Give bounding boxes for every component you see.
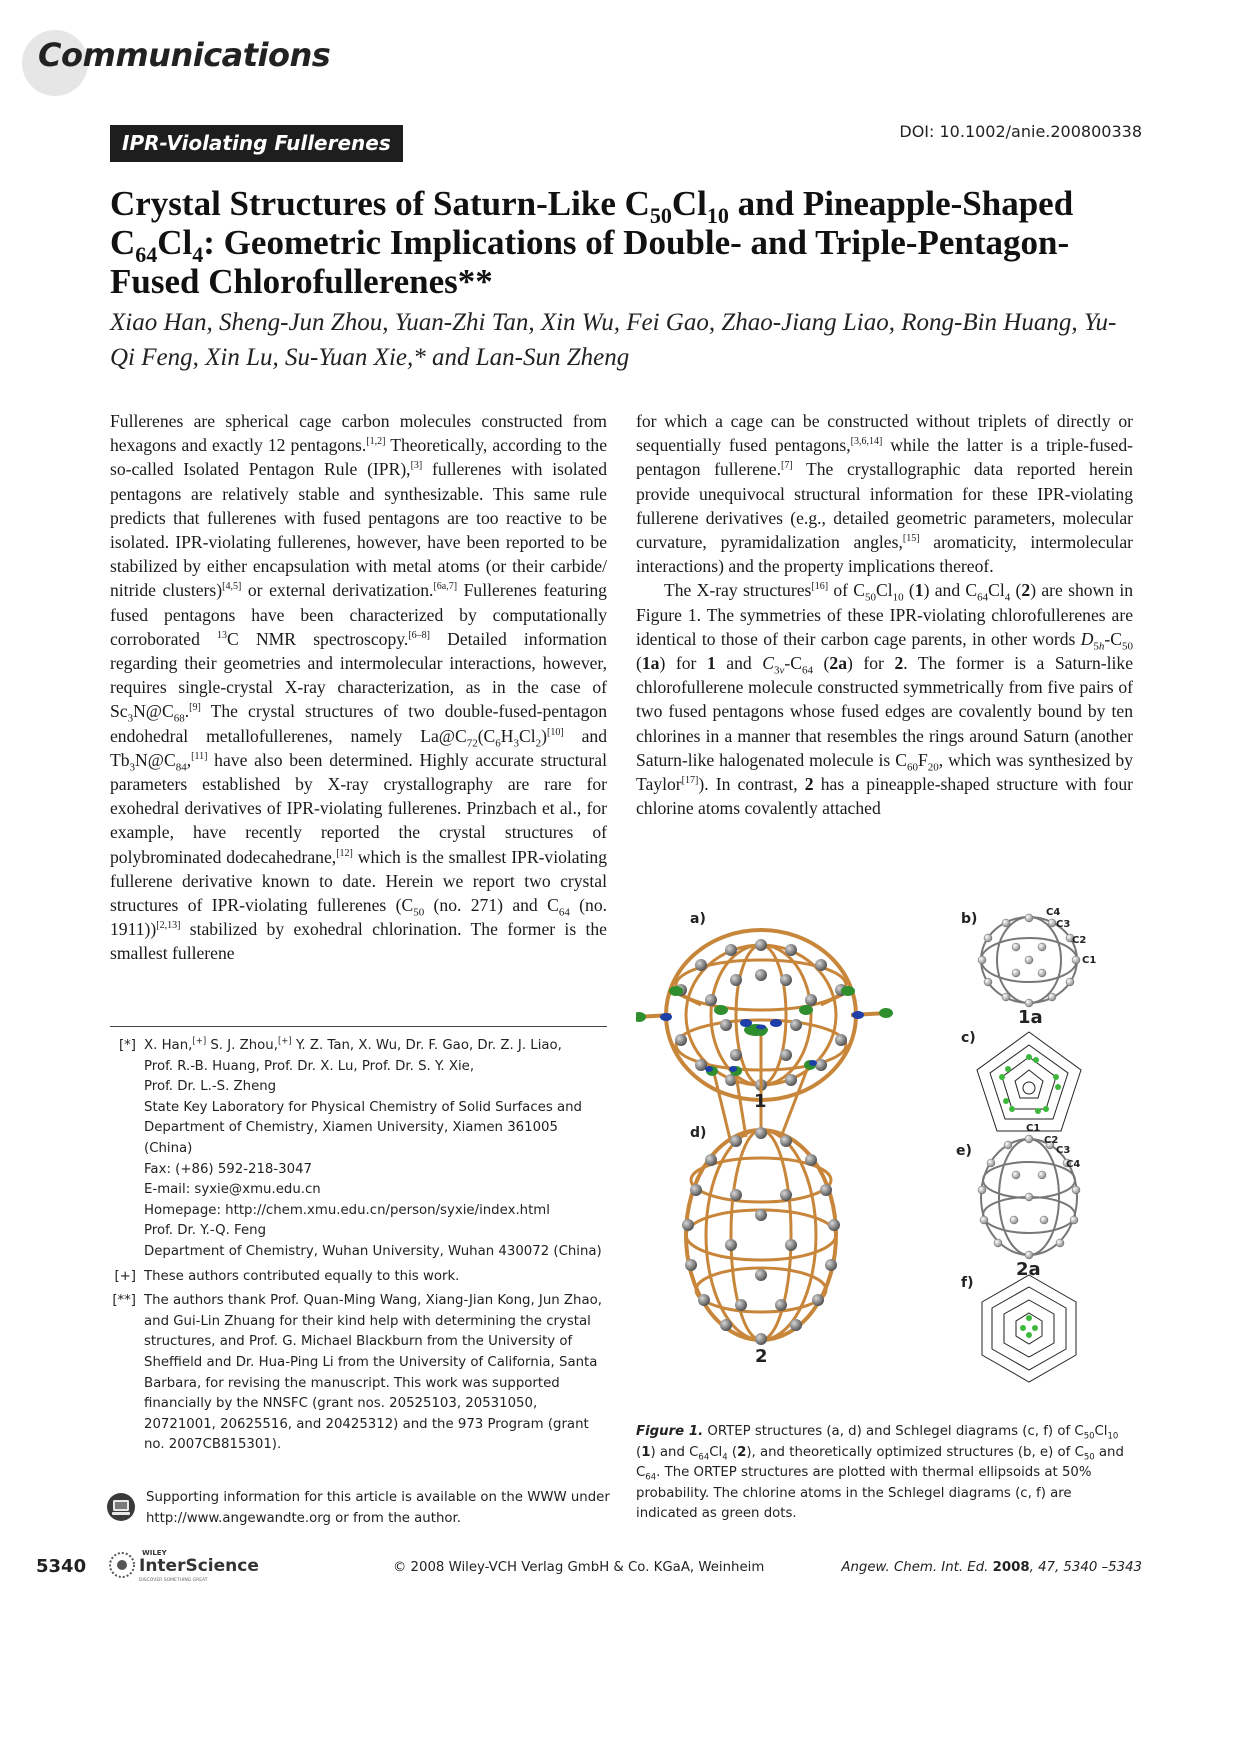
compound-label-1: 1	[754, 1091, 767, 1112]
figure-1	[636, 905, 1136, 1410]
svg-text:DISCOVER SOMETHING GREAT: DISCOVER SOMETHING GREAT	[139, 1578, 208, 1583]
journal-citation: Angew. Chem. Int. Ed. 2008, 47, 5340 –5343	[841, 1560, 1142, 1575]
panel-label-d: d)	[690, 1125, 707, 1141]
supporting-information-note	[110, 1488, 610, 1529]
atom-label-e-c2: C2	[1044, 1135, 1059, 1146]
atom-label-e-c1: C1	[1026, 1123, 1041, 1134]
body-column-left	[110, 409, 607, 966]
svg-text:InterScience: InterScience	[139, 1556, 259, 1576]
supporting-information-text: Supporting information for this article is available on the WWW under http://www.angewandte.org or from the author.	[146, 1490, 610, 1526]
figure-caption-text: ORTEP structures (a, d) and Schlegel diagrams (c, f) of $C_{50}Cl_{10}$ (1) and $C_{64}Cl_4$ (2), and theoretically optimized structures (b, e) of $C_{50}$ and $C_{64}$. The ORTEP structures are plotted with thermal ellipsoids at 50% probability. The chlorine atoms in the Schlegel diagrams (c, f) are indicated as green dots.	[636, 1424, 1124, 1522]
schlegel-diagram-2	[982, 1275, 1076, 1382]
panel-label-f: f)	[961, 1275, 974, 1291]
footnotes	[110, 1036, 610, 1460]
section-label: Communications	[38, 36, 331, 74]
compound-label-1a: 1a	[1018, 1007, 1043, 1028]
panel-label-a: a)	[690, 911, 706, 927]
footnote-mark: [+]	[114, 1268, 136, 1284]
article-title: Crystal Structures of Saturn-Like $C_{50}Cl_{10}$ and Pineapple-Shaped $C_{64}Cl_4$: Geometric Implications of Double- and Triple-Pentagon-Fused Chlorofullerenes**	[110, 184, 1074, 301]
atom-label-e-c3: C3	[1056, 1145, 1071, 1156]
footnote-item	[110, 1291, 610, 1456]
topic-label: IPR-Violating Fullerenes	[110, 125, 403, 162]
ortep-structure-2	[682, 1025, 840, 1346]
footnote-divider	[110, 1026, 607, 1027]
footnote-text: These authors contributed equally to this work.	[144, 1268, 460, 1284]
svg-text:WILEY: WILEY	[142, 1549, 167, 1557]
compound-label-2: 2	[755, 1346, 768, 1367]
panel-label-e: e)	[956, 1143, 972, 1159]
panel-label-b: b)	[961, 911, 978, 927]
footnote-mark: [**]	[112, 1293, 136, 1309]
doi: DOI: 10.1002/anie.200800338	[899, 122, 1142, 141]
figure-caption-label: Figure 1.	[636, 1424, 704, 1439]
wiley-interscience-logo	[108, 1545, 276, 1587]
copyright: © 2008 Wiley-VCH Verlag GmbH & Co. KGaA, Weinheim	[393, 1560, 765, 1575]
body-paragraph: The X-ray structures[16] of $C_{50}Cl_{10}$ (1) and $C_{64}Cl_4$ (2) are shown in Figure 1. The symmetries of these IPR-violating chlorofullerenes are identical to those of their carbon cage parents, in other words $D_{5h}-C_{50}$ (1a) for 1 and $C_{3v}-C_{64}$ (2a) for 2. The former is a Saturn-like chlorofullerene molecule constructed symmetrically from five pairs of two fused pentagons whose fused edges are covalently bound by ten chlorines in a manner that resembles the rings around Saturn (another Saturn-like halogenated molecule is $C_{60}F_{20}$, which was synthesized by Taylor[17]). In contrast, 2 has a pineapple-shaped structure with four chlorine atoms covalently attached	[636, 580, 1134, 819]
footnote-item	[110, 1036, 610, 1263]
atom-label-c1: C1	[1082, 955, 1097, 966]
page-number: 5340	[36, 1556, 87, 1577]
panel-label-c: c)	[961, 1030, 976, 1046]
atom-label-c2: C2	[1072, 935, 1087, 946]
footnote-text: X. Han,[+] S. J. Zhou,[+] Y. Z. Tan, X. Wu, Dr. F. Gao, Dr. Z. J. Liao, Prof. R.-B. Huang, Prof. Dr. X. Lu, Prof. Dr. S. Y. Xie, Prof. Dr. L.-S. Zheng State Key Laboratory for Physical Chemistry of Solid Surfaces and Department of Chemistry, Xiamen University, Xiamen 361005 (China) Fax: (+86) 592-218-3047 E-mail: syxie@xmu.edu.cn Homepage: http://chem.xmu.edu.cn/person/syxie/index.html Prof. Dr. Y.-Q. Feng Department of Chemistry, Wuhan University, Wuhan 430072 (China)	[144, 1036, 602, 1259]
compound-label-2a: 2a	[1016, 1259, 1041, 1280]
body-paragraph: for which a cage can be constructed without triplets of directly or sequentially fused pentagons,[3,6,14] while the latter is a triple-fused-pentagon fullerene.[7] The crystallographic data reported herein provide unequivocal structural information for these IPR-violating fullerene derivatives (e.g., detailed geometric parameters, molecular curvature, pyramidalization angles,[15] aromaticity, intermolecular interactions) and the property implications thereof.	[636, 411, 1133, 577]
footnote-text: The authors thank Prof. Quan-Ming Wang, Xiang-Jian Kong, Jun Zhao, and Gui-Lin Zhuang for their kind help with determining the crystal structures, and Prof. G. Michael Blackburn from the University of Sheffield and Dr. Hua-Ping Li from the University of California, Santa Barbara, for revising the manuscript. This work was supported financially by the NNSFC (grant nos. 20525103, 20531050, 20721001, 20625516, and 20425312) and the 973 Program (grant no. 2007CB815301).	[144, 1293, 602, 1453]
footnote-mark: [*]	[118, 1038, 136, 1053]
body-column-right	[636, 409, 1133, 820]
atom-label-c4: C4	[1046, 907, 1061, 918]
schlegel-diagram-1	[977, 1032, 1081, 1131]
body-paragraph: Fullerenes are spherical cage carbon molecules constructed from hexagons and exactly 12 pentagons.[1,2] Theoretically, according to the so-called Isolated Pentagon Rule (IPR),[3] fullerenes with isolated pentagons are relatively stable and synthesizable. This same rule predicts that fullerenes with fused pentagons are too reactive to be isolated. IPR-violating fullerenes, however, have been reported to be stabilized by either encapsulation with metal atoms (or their carbide/ nitride clusters)[4,5] or external derivatization.[6a,7] Fullerenes featuring fused pentagons have been characterized by computationally corroborated $^{13}$C NMR spectroscopy.[6–8] Detailed information regarding their geometries and intermolecular interactions, however, requires single-crystal X-ray characterization, as in the case of $Sc_3N@C_{68}.[9]$ The crystal structures of two double-fused-pentagon endohedral metallofullerenes, namely $La@C_{72}(C_6H_3Cl_2)[10]$ and $Tb_3N@C_{84},[11]$ have also been determined. Highly accurate structural parameters established by X-ray crystallography are rare for exohedral derivatives of IPR-violating fullerenes. Prinzbach et al., for example, have recently reported the crystal structures of polybrominated dodecahedrane,[12] which is the smallest IPR-violating fullerene derivative known to date. Herein we report two crystal structures of IPR-violating fullerenes ($C_{50}$ (no. 271) and $C_{64}$ (no. 1911))[2,13] stabilized by exohedral chlorination. The former is the smallest fullerene	[110, 411, 608, 964]
footnote-item	[110, 1267, 610, 1288]
author-list: Xiao Han, Sheng-Jun Zhou, Yuan-Zhi Tan, Xin Wu, Fei Gao, Zhao-Jiang Liao, Rong-Bin Huang, Yu-Qi Feng, Xin Lu, Su-Yuan Xie,* and Lan-Sun Zheng	[110, 309, 1117, 371]
figure-caption	[636, 1422, 1133, 1525]
atom-label-e-c4: C4	[1066, 1159, 1081, 1170]
atom-label-c3: C3	[1056, 919, 1071, 930]
ortep-structure-1	[636, 930, 893, 1100]
computer-icon	[106, 1492, 136, 1522]
